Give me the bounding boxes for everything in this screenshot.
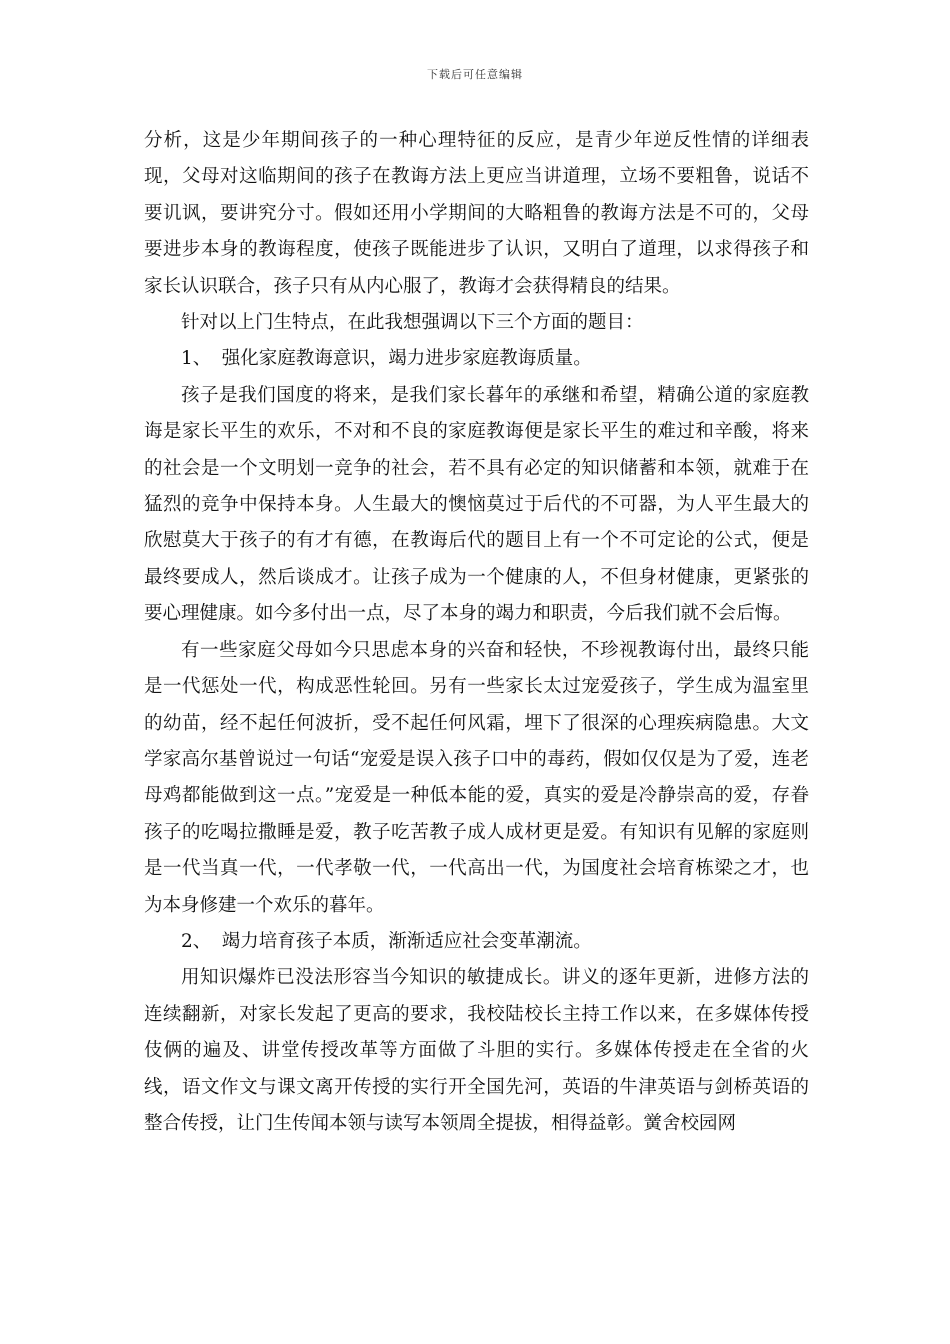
section-heading-1	[144, 341, 809, 377]
section-title: 竭力培育孩子本质，渐渐适应社会变革潮流。	[221, 930, 592, 952]
section-number: 1、	[181, 348, 212, 370]
paragraph-body: 用知识爆炸已没法形容当今知识的敏捷成长。讲义的逐年更新，进修方法的连续翻新，对家长发起了更高的要求，我校陆校长主持工作以来，在多媒体传授伎俩的遍及、讲堂传授改革等方面做了斗胆的实行。多媒体传授走在全省的火线，语文作文与课文离开传授的实行开全国先河，英语的牛津英语与剑桥英语的整合传授，让门生传闻本领与读写本领周全提拔，相得益彰。黉舍校园网	[144, 967, 809, 1134]
section-heading-2	[144, 924, 809, 960]
section-title: 强化家庭教诲意识，竭力进步家庭教诲质量。	[221, 348, 592, 370]
paragraph-intro: 针对以上门生特点，在此我想强调以下三个方面的题目：	[181, 312, 644, 334]
section-number: 2、	[181, 930, 212, 952]
document-body	[144, 123, 809, 1142]
paragraph-continued: 分析，这是少年期间孩子的一种心理特征的反应，是青少年逆反性情的详细表现，父母对这临期间的孩子在教诲方法上更应当讲道理，立场不要粗鲁，说话不要讥讽，要讲究分寸。假如还用小学期间的大略粗鲁的教诲方法是不可的，父母要进步本身的教诲程度，使孩子既能进步了认识，又明白了道理，以求得孩子和家长认识联合，孩子只有从内心服了，教诲才会获得精良的结果。	[144, 130, 809, 297]
paragraph-body: 孩子是我们国度的将来，是我们家长暮年的承继和希望，精确公道的家庭教诲是家长平生的欢乐，不对和不良的家庭教诲便是家长平生的难过和辛酸，将来的社会是一个文明划一竞争的社会，若不具有必定的知识储蓄和本领，就难于在猛烈的竞争中保持本身。人生最大的懊恼莫过于后代的不可器，为人平生最大的欣慰莫大于孩子的有才有德，在教诲后代的题目上有一个不可定论的公式，便是最终要成人，然后谈成才。让孩子成为一个健康的人，不但身材健康，更紧张的要心理健康。如今多付出一点，尽了本身的竭力和职责，今后我们就不会后悔。	[144, 384, 809, 625]
page-header: 下载后可任意编辑	[427, 68, 523, 81]
paragraph-body: 有一些家庭父母如今只思虑本身的兴奋和轻快，不珍视教诲付出，最终只能是一代惩处一代，构成恶性轮回。另有一些家长太过宠爱孩子，学生成为温室里的幼苗，经不起任何波折，受不起任何风霜，埋下了很深的心理疾病隐患。大文学家高尔基曾说过一句话“宠爱是误入孩子口中的毒药，假如仅仅是为了爱，连老母鸡都能做到这一点。”宠爱是一种低本能的爱，真实的爱是冷静崇高的爱，存眷孩子的吃喝拉撒睡是爱，教子吃苦教子成人成材更是爱。有知识有见解的家庭则是一代当真一代，一代孝敬一代，一代高出一代，为国度社会培育栋梁之才，也为本身修建一个欢乐的暮年。	[144, 639, 809, 916]
